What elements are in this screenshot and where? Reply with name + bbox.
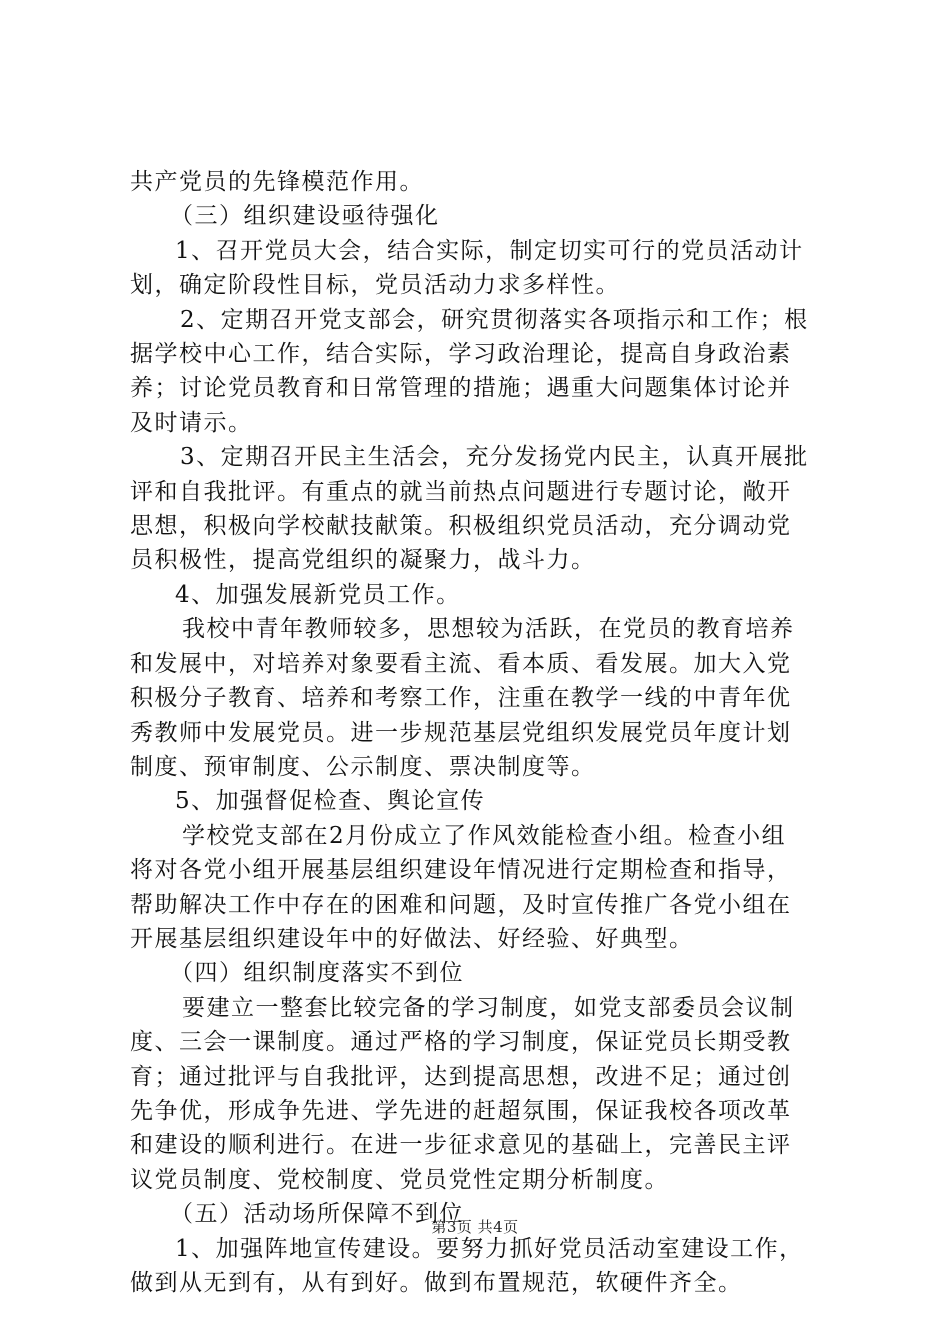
text-line: 学校党支部在2月份成立了作风效能检查小组。检查小组 [182,822,787,849]
text-line: 将对各党小组开展基层组织建设年情况进行定期检查和指导， [130,857,792,884]
section-heading: （三）组织建设亟待强化 [170,203,440,230]
text-line: 和建设的顺利进行。在进一步征求意见的基础上，完善民主评 [130,1132,792,1159]
text-line: 开展基层组织建设年中的好做法、好经验、好典型。 [130,925,694,952]
text-line: 积极分子教育、培养和考察工作，注重在教学一线的中青年优 [130,685,792,712]
section-heading: （五）活动场所保障不到位 [170,1201,464,1228]
text-line: 要建立一整套比较完备的学习制度，如党支部委员会议制 [182,994,795,1021]
text-line: 2、定期召开党支部会，研究贯彻落实各项指示和工作；根 [180,306,809,333]
text-line: 秀教师中发展党员。进一步规范基层党组织发展党员年度计划 [130,719,792,746]
text-line: 1、召开党员大会，结合实际，制定切实可行的党员活动计 [175,237,804,264]
text-line: 和发展中，对培养对象要看主流、看本质、看发展。加大入党 [130,650,792,677]
text-line: 1、加强阵地宣传建设。要努力抓好党员活动室建设工作， [175,1235,804,1262]
text-line: 员积极性，提高党组织的凝聚力，战斗力。 [130,547,596,574]
text-line: 及时请示。 [130,409,253,436]
text-line: 先争优，形成争先进、学先进的赶超氛围，保证我校各项改革 [130,1097,792,1124]
text-line: 养；讨论党员教育和日常管理的措施；遇重大问题集体讨论并 [130,375,792,402]
text-line: 据学校中心工作，结合实际，学习政治理论，提高自身政治素 [130,341,792,368]
text-line: 5、加强督促检查、舆论宣传 [175,788,486,815]
text-line: 做到从无到有，从有到好。做到布置规范，软硬件齐全。 [130,1270,743,1296]
text-line: 我校中青年教师较多，思想较为活跃，在党员的教育培养 [182,616,795,643]
section-heading: （四）组织制度落实不到位 [170,960,464,987]
text-line: 制度、预审制度、公示制度、票决制度等。 [130,753,596,780]
text-line: 4、加强发展新党员工作。 [175,581,461,608]
text-line: 划，确定阶段性目标，党员活动力求多样性。 [130,272,620,299]
text-line: 议党员制度、党校制度、党员党性定期分析制度。 [130,1166,669,1193]
text-line: 评和自我批评。有重点的就当前热点问题进行专题讨论，敞开 [130,478,792,505]
text-line: 帮助解决工作中存在的困难和问题，及时宣传推广各党小组在 [130,891,792,918]
text-line: 度、三会一课制度。通过严格的学习制度，保证党员长期受教 [130,1029,792,1056]
text-line: 育；通过批评与自我批评，达到提高思想，改进不足；通过创 [130,1063,792,1090]
text-line: 3、定期召开民主生活会，充分发扬党内民主，认真开展批 [180,444,809,471]
text-line: 共产党员的先锋模范作用。 [130,169,424,195]
text-line: 思想，积极向学校献技献策。积极组织党员活动，充分调动党 [130,513,792,540]
page-footer: 第3页 共4页 [431,1218,519,1236]
document-body [130,165,835,1300]
